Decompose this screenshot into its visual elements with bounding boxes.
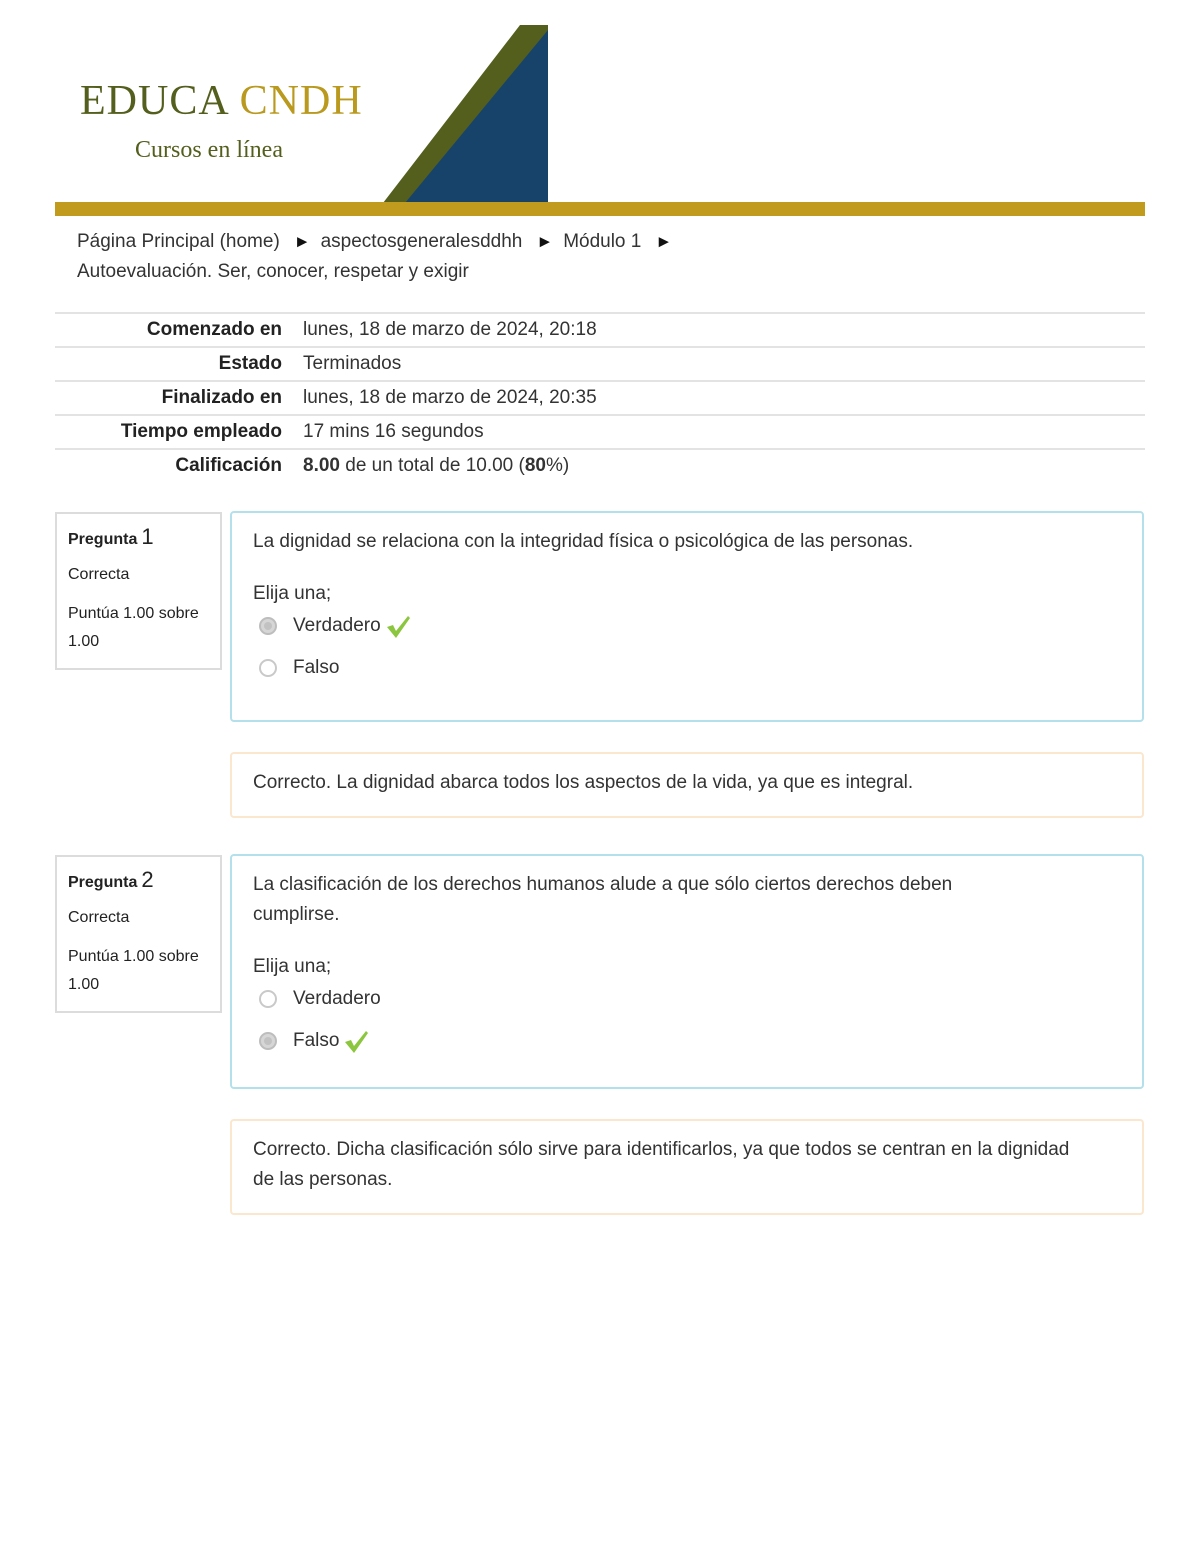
summary-label: Calificación [55,449,282,482]
question-content-1 [230,511,1144,722]
summary-label: Tiempo empleado [55,415,282,449]
summary-value: lunes, 18 de marzo de 2024, 20:35 [282,381,1145,415]
summary-row-started [55,313,1145,347]
question-text: La dignidad se relaciona con la integridad física o psicológica de las personas. [253,531,914,552]
feedback-box-1 [230,752,1144,818]
question-info-2 [55,855,222,1013]
question-number: 2 [141,867,154,892]
grade-end-text: %) [546,455,570,476]
attempt-summary-table [55,312,1145,482]
logo-subtitle: Cursos en línea [135,137,283,163]
radio-button-selected[interactable] [259,617,277,635]
summary-label: Estado [55,347,282,381]
radio-button[interactable] [259,990,277,1008]
summary-label: Finalizado en [55,381,282,415]
grade-score: 8.00 [303,455,340,476]
breadcrumb-separator-icon: ► [655,232,673,251]
answer-option[interactable] [253,647,1121,689]
question-state: Correcta [68,909,130,926]
grade-mid-text: de un total de 10.00 ( [339,455,525,476]
question-heading [68,867,209,893]
grade-percent: 80 [524,455,546,476]
header-divider [55,202,1145,216]
summary-row-finished [55,381,1145,415]
question-label: Pregunta [68,874,138,891]
site-logo-title[interactable] [80,77,363,125]
feedback-box-2 [230,1119,1144,1215]
correct-check-icon [343,1028,369,1054]
logo-graphic-icon [383,25,548,203]
question-info-1 [55,512,222,670]
logo-word-cndh: CNDH [239,78,363,124]
site-header [55,25,1145,215]
breadcrumb-home[interactable]: Página Principal (home) [77,231,280,252]
question-prompt: Elija una; [253,583,332,604]
question-content-2 [230,854,1144,1089]
feedback-text: Correcto. La dignidad abarca todos los aspectos de la vida, ya que es integral. [253,772,914,793]
breadcrumb-separator-icon: ► [293,232,311,251]
question-state: Correcta [68,566,130,583]
summary-value [282,449,1145,482]
summary-row-time [55,415,1145,449]
answer-option-label: Verdadero [293,988,381,1009]
question-number: 1 [141,524,154,549]
logo-word-educa: EDUCA [80,78,230,124]
correct-check-icon [385,613,411,639]
summary-row-grade [55,449,1145,482]
question-heading [68,524,209,550]
breadcrumb [77,227,1077,287]
answer-option[interactable] [253,1020,1121,1062]
breadcrumb-separator-icon: ► [536,232,554,251]
summary-value: Terminados [282,347,1145,381]
radio-button[interactable] [259,659,277,677]
answer-option[interactable] [253,978,1121,1020]
breadcrumb-module[interactable]: Módulo 1 [563,231,642,252]
answer-option-label: Falso [293,1030,340,1051]
question-grade: Puntúa 1.00 sobre 1.00 [68,605,199,650]
breadcrumb-quiz[interactable]: Autoevaluación. Ser, conocer, respetar y exigir [77,261,469,282]
breadcrumb-course[interactable]: aspectosgeneralesddhh [320,231,523,252]
summary-value: 17 mins 16 segundos [282,415,1145,449]
radio-button-selected[interactable] [259,1032,277,1050]
summary-value: lunes, 18 de marzo de 2024, 20:18 [282,313,1145,347]
question-text: La clasificación de los derechos humanos alude a que sólo ciertos derechos deben cumplirse. [253,874,953,925]
summary-row-state [55,347,1145,381]
feedback-text: Correcto. Dicha clasificación sólo sirve para identificarlos, ya que todos se centran en la dignidad de las personas. [253,1139,1070,1190]
answer-option-label: Verdadero [293,615,381,636]
question-grade: Puntúa 1.00 sobre 1.00 [68,948,199,993]
answer-option-label: Falso [293,657,340,678]
question-label: Pregunta [68,531,138,548]
question-prompt: Elija una; [253,956,332,977]
summary-label: Comenzado en [55,313,282,347]
answer-option[interactable] [253,605,1121,647]
